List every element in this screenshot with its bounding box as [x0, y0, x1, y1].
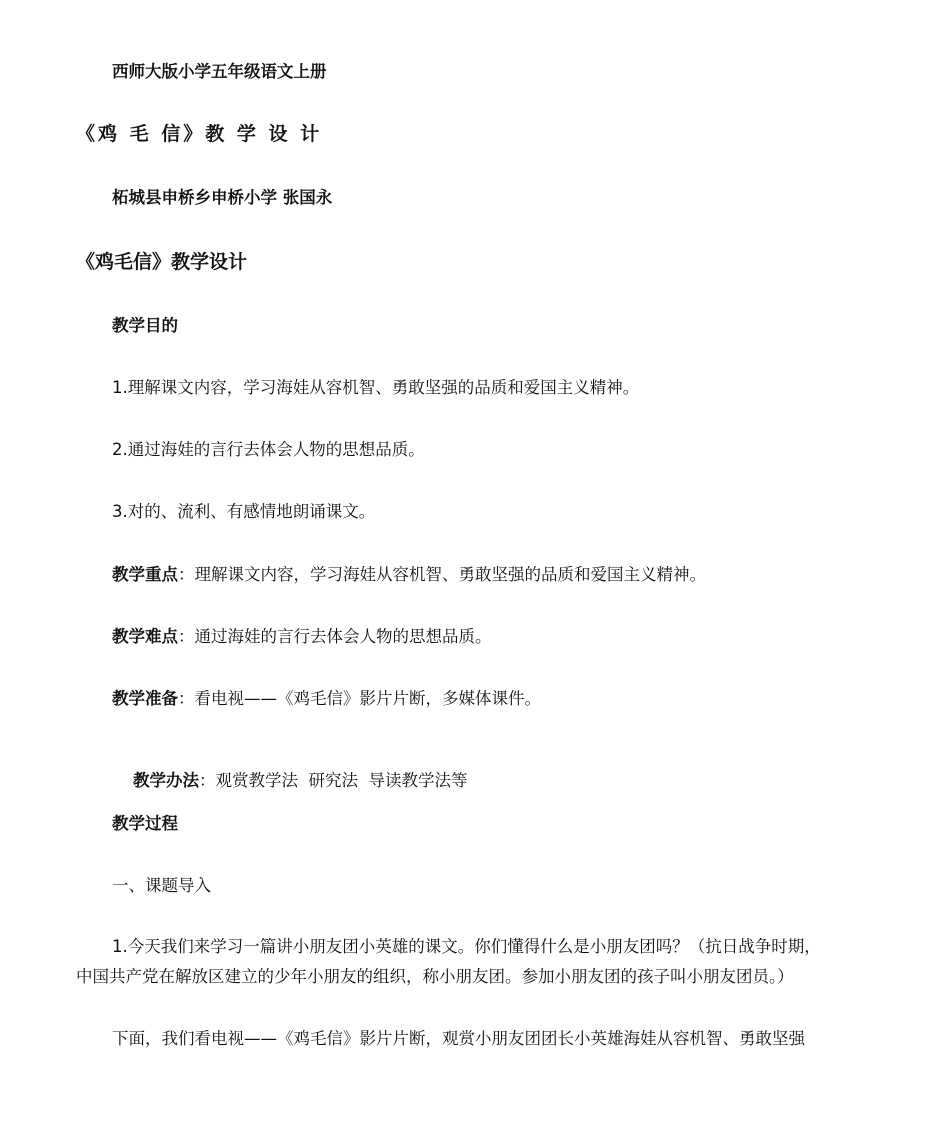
header-subject: 西师大版小学五年级语文上册	[112, 62, 327, 81]
section-1-heading: 一、课题导入	[112, 876, 211, 895]
key-point	[112, 565, 706, 585]
key-point-label: 教学重点	[112, 565, 178, 584]
difficulty	[112, 627, 492, 647]
paragraph-1-line-1: 1.今天我们来学习一篇讲小朋友团小英雄的课文。你们懂得什么是小朋友团吗？（抗日战争时期，	[112, 937, 821, 956]
preparation-label: 教学准备	[112, 689, 178, 708]
title-spaced: 《鸡 毛 信》教 学 设 计	[76, 123, 323, 145]
objectives-heading: 教学目的	[112, 316, 178, 335]
author-line: 柘城县申桥乡申桥小学 张国永	[112, 188, 333, 207]
process-heading: 教学过程	[112, 814, 178, 833]
difficulty-label: 教学难点	[112, 627, 178, 646]
objective-item-3: 3.对的、流利、有感情地朗诵课文。	[112, 502, 376, 521]
preparation	[112, 689, 541, 709]
methods	[112, 751, 467, 811]
objective-item-1: 1.理解课文内容，学习海娃从容机智、勇敢坚强的品质和爱国主义精神。	[112, 378, 640, 397]
paragraph-2-line-1: 下面，我们看电视——《鸡毛信》影片片断，观赏小朋友团团长小英雄海娃从容机智、勇敢坚强	[112, 1029, 805, 1048]
methods-text: ：观赏教学法 研究法 导读教学法等	[198, 771, 468, 790]
methods-label: 教学办法	[132, 771, 199, 790]
key-point-text: ：理解课文内容，学习海娃从容机智、勇敢坚强的品质和爱国主义精神。	[178, 565, 706, 584]
paragraph-1-line-2: 中国共产党在解放区建立的少年小朋友的组织，称小朋友团。参加小朋友团的孩子叫小朋友团员。）	[76, 967, 794, 986]
preparation-text: ：看电视——《鸡毛信》影片片断，多媒体课件。	[178, 689, 541, 708]
difficulty-text: ：通过海娃的言行去体会人物的思想品质。	[178, 627, 492, 646]
objective-item-2: 2.通过海娃的言行去体会人物的思想品质。	[112, 440, 425, 459]
document-title: 《鸡毛信》教学设计	[76, 251, 248, 273]
